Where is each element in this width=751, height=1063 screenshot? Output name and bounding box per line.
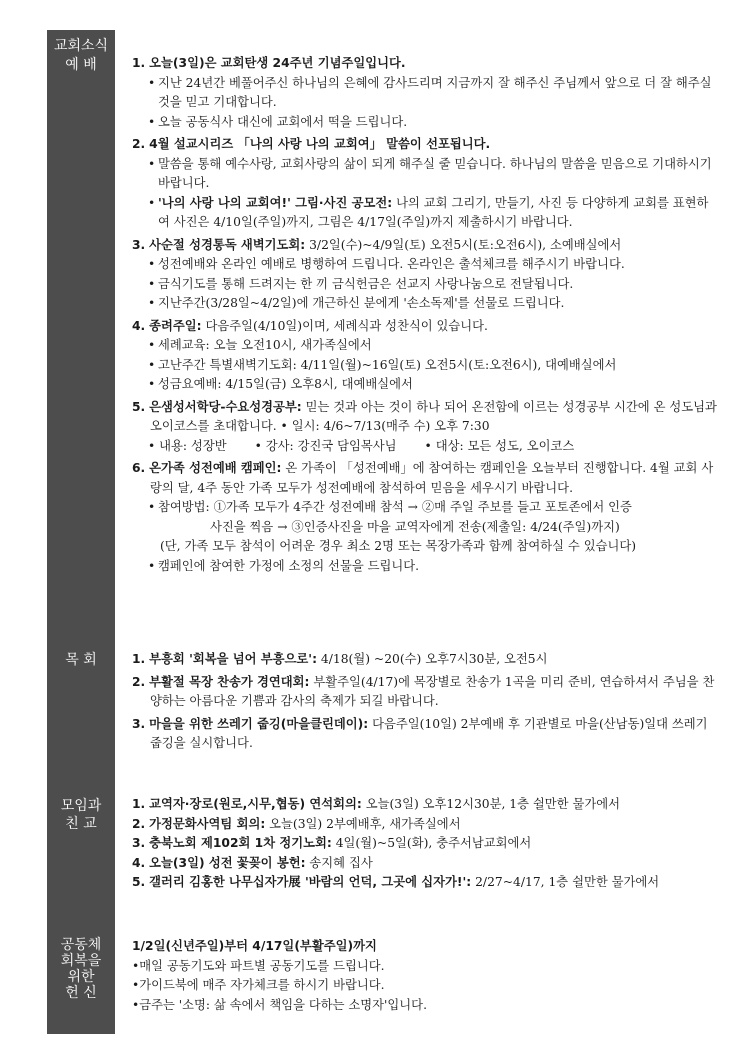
schedule-text: • 일시: 4/6~7/13(매주 수) 오후 7:30 <box>280 419 490 433</box>
section-label-mokhoe: 목 회 <box>65 652 97 668</box>
mokhoe-item-1: 1. 부흥회 '회복을 넘어 부흥으로': 4/18(월) ~20(수) 오후7시30분, 오전5시 <box>132 652 548 666</box>
item-title: 종려주일: <box>149 318 202 333</box>
fellowship-section <box>132 795 717 893</box>
fellowship-item-5: 5. 갤러리 김홍한 나무십자가展 '바람의 언덕, 그곳에 십자가!': 2/27~4/17, 1층 쉴만한 물가에서 <box>132 875 660 889</box>
sidebar <box>47 30 115 1034</box>
item-title: 은샘성서학당-수요성경공부: <box>149 399 302 414</box>
section-label-community-3: 위한 <box>67 969 95 985</box>
section-label-community-1: 공동체 <box>60 937 102 953</box>
bible-study-details: • 내용: 성장반 • 강사: 강진국 담임목사님 • 대상: 모든 성도, 오이코스 <box>148 438 575 453</box>
worship-item-4: 4. 종려주일: 다음주일(4/10일)이며, 세례식과 성찬식이 있습니다. • 세례교육: 오늘 오전10시, 새가족실에서 • 고난주간 특별새벽기도회: 4/11일(월)~16일(토) 오전5시(토:오전6시), 대예배실에서 • 성금요예배: 4/15일(금) 오후8시, 대예배실에서 <box>132 317 717 395</box>
section-label-community-2: 회복을 <box>60 953 102 969</box>
item-title: 온가족 성전예배 캠페인: <box>149 461 282 475</box>
mokhoe-item-2: 2. 부활절 목장 찬송가 경연대회: 부활주일(4/17)에 목장별로 찬송가 1곡을 미리 준비, 연습하셔서 주님을 찬양하는 아름다운 기쁨과 감사의 축제가 되길 바랍니다. <box>132 674 715 708</box>
item-title: 오늘(3일)은 교회탄생 24주년 기념주일입니다. <box>149 56 406 70</box>
section-label-fellowship-2: 친 교 <box>65 816 97 832</box>
worship-item-5: 5. 은샘성서학당-수요성경공부: 믿는 것과 아는 것이 하나 되어 온전함에 이르는 성경공부 시간에 온 성도님과 오이코스를 초대합니다. • 일시: 4/6~7/13(매주 수) 오후 7:30 • 내용: 성장반 • 강사: 강진국 담임목사님 • 대상: 모든 성도, 오이코스 <box>132 398 717 457</box>
bullet <box>132 194 717 233</box>
contest-text: 나의 교회 그리기, 만들기, 사진 등 다양하게 교회를 표현하여 사진은 4/10일(주일)까지, 그림은 4/17일(주일)까지 제출하시기 바랍니다. <box>158 195 709 229</box>
method-continued: 사진을 찍음 → ③인증사진을 마을 교역자에게 전송(제출일: 4/24(주일)까지) <box>210 519 620 534</box>
community-section <box>132 937 717 1015</box>
section-label-community-4: 헌 신 <box>65 985 97 1001</box>
bullet: • 금식기도를 통해 드려지는 한 끼 금식헌금은 선교지 사랑나눔으로 전달됩니다. <box>132 275 717 295</box>
bullet: • 성금요예배: 4/15일(금) 오후8시, 대예배실에서 <box>132 375 717 395</box>
bullet: • 성전예배와 온라인 예배로 병행하여 드립니다. 온라인은 출석체크를 해주시기 바랍니다. <box>132 255 717 275</box>
community-line: •매일 공동기도와 파트별 공동기도를 드립니다. <box>132 958 385 973</box>
bullet: • 참여방법: ①가족 모두가 4주간 성전예배 참석 → ②매 주일 주보를 들고 포토존에서 인증 <box>132 498 717 518</box>
worship-item-1: 1. 오늘(3일)은 교회탄생 24주년 기념주일입니다. • 지난 24년간 베풀어주신 하나님의 은혜에 감사드리며 지금까지 잘 해주신 주님께서 앞으로 더 잘 해주실 것을 믿고 기대합니다. • 오늘 공동식사 대신에 교회에서 떡을 드립니다. <box>132 54 717 132</box>
item-title: 사순절 성경통독 새벽기도회: <box>149 237 306 252</box>
contest-title: '나의 사랑 나의 교회여!' 그림·사진 공모전: <box>158 195 393 210</box>
mokhoe-item-3: 3. 마을을 위한 쓰레기 줍깅(마을클린데이): 다음주일(10일) 2부예배 후 기관별로 마을(산남동)일대 쓰레기 줍깅을 실시합니다. <box>132 716 708 750</box>
item-title: 4월 설교시리즈 「나의 사랑 나의 교회여」 말씀이 선포됩니다. <box>149 137 491 151</box>
bullet: • 오늘 공동식사 대신에 교회에서 떡을 드립니다. <box>132 113 717 133</box>
bullet: • 고난주간 특별새벽기도회: 4/11일(월)~16일(토) 오전5시(토:오전6시), 대예배실에서 <box>132 356 717 376</box>
bullet: • 캠페인에 참여한 가정에 소정의 선물을 드립니다. <box>132 557 717 577</box>
section-label-fellowship-1: 모임과 <box>60 798 102 814</box>
bullet: • 지난주간(3/28일~4/2일)에 개근하신 분에게 '손소독제'를 선물로 드립니다. <box>132 294 717 314</box>
community-line: •가이드북에 매주 자가체크를 하시기 바랍니다. <box>132 978 385 992</box>
section-label-worship: 예 배 <box>65 57 97 73</box>
worship-item-2: 2. 4월 설교시리즈 「나의 사랑 나의 교회여」 말씀이 선포됩니다. • 말씀을 통해 예수사랑, 교회사랑의 삶이 되게 해주실 줄 믿습니다. 하나님의 말씀을 믿음으로 기대하시기 바랍니다. • '나의 사랑 나의 교회여!' 그림·사진 공모전: 나의 교회 그리기, 만들기, 사진 등 다양하게 교회를 표현하여 사진은 4/10일(주일)까지, 그림은 4/17일(주일)까지 제출하시기 바랍니다. <box>132 135 717 233</box>
worship-item-3: 3. 사순절 성경통독 새벽기도회: 3/2일(수)~4/9일(토) 오전5시(토:오전6시), 소예배실에서 • 성전예배와 온라인 예배로 병행하여 드립니다. 온라인은 출석체크를 해주시기 바랍니다. • 금식기도를 통해 드려지는 한 끼 금식헌금은 선교지 사랑나눔으로 전달됩니다. • 지난주간(3/28일~4/2일)에 개근하신 분에게 '손소독제'를 선물로 드립니다. <box>132 236 717 314</box>
community-heading: 1/2일(신년주일)부터 4/17일(부활주일)까지 <box>132 939 377 953</box>
bullet: • 세례교육: 오늘 오전10시, 새가족실에서 <box>132 336 717 356</box>
worship-section <box>132 54 717 579</box>
section-label-news: 교회소식 <box>53 38 109 54</box>
fellowship-item-4: 4. 오늘(3일) 성전 꽃꽂이 봉헌: 송지혜 집사 <box>132 855 373 870</box>
campaign-note: (단, 가족 모두 참석이 어려운 경우 최소 2명 또는 목장가족과 함께 참여하실 수 있습니다) <box>160 539 637 553</box>
community-line: •금주는 '소명: 삶 속에서 책임을 다하는 소명자'입니다. <box>132 997 427 1012</box>
fellowship-item-1: 1. 교역자·장로(원로,시무,협동) 연석회의: 오늘(3일) 오후12시30분, 1층 쉴만한 물가에서 <box>132 797 620 811</box>
bullet: • 지난 24년간 베풀어주신 하나님의 은혜에 감사드리며 지금까지 잘 해주신 주님께서 앞으로 더 잘 해주실 것을 믿고 기대합니다. <box>132 74 717 113</box>
worship-item-6: 6. 온가족 성전예배 캠페인: 온 가족이 「성전예배」에 참여하는 캠페인을 오늘부터 진행합니다. 4월 교회 사랑의 달, 4주 동안 가족 모두가 성전예배에 참석하여 믿음을 세우시기 바랍니다. • 참여방법: ①가족 모두가 4주간 성전예배 참석 → ②매 주일 주보를 들고 포토존에서 인증 사진을 찍음 → ③인증사진을 마을 교역자에게 전송(제출일: 4/24(주일)까지) (단, 가족 모두 참석이 어려운 경우 최소 2명 또는 목장가족과 함께 참여하실 수 있습니다) • 캠페인에 참여한 가정에 소정의 선물을 드립니다. <box>132 459 717 576</box>
mokhoe-section <box>132 650 717 757</box>
fellowship-item-3: 3. 충북노회 제102회 1차 정기노회: 4일(월)~5일(화), 충주서남교회에서 <box>132 836 532 850</box>
bullet: • 말씀을 통해 예수사랑, 교회사랑의 삶이 되게 해주실 줄 믿습니다. 하나님의 말씀을 믿음으로 기대하시기 바랍니다. <box>132 155 717 194</box>
fellowship-item-2: 2. 가정문화사역팀 회의: 오늘(3일) 2부예배후, 새가족실에서 <box>132 816 461 831</box>
